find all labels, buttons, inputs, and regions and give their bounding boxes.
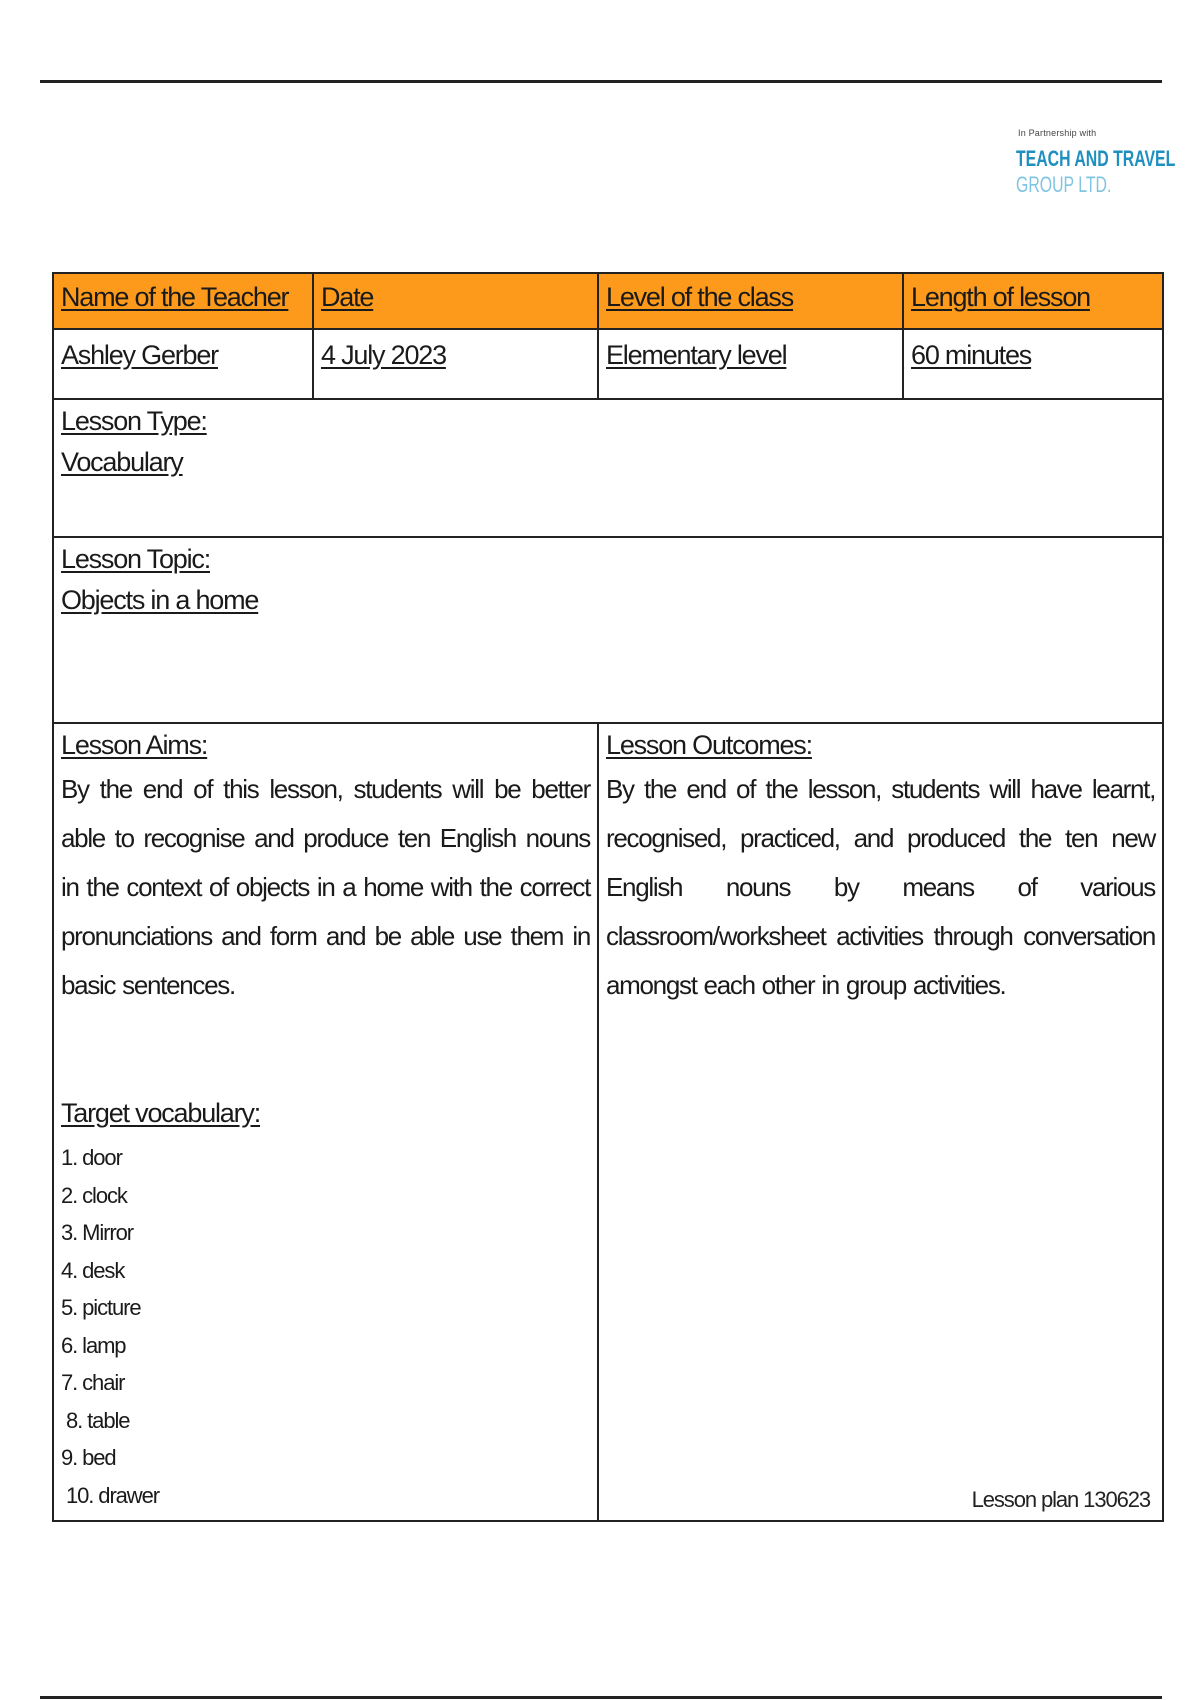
value-text: 4 July 2023 — [321, 340, 446, 370]
lesson-plan-table — [52, 272, 1164, 1522]
list-item: 8. table — [61, 1407, 130, 1433]
value-text: 60 minutes — [911, 340, 1032, 370]
target-vocabulary-label: Target vocabulary: — [61, 1098, 261, 1128]
lesson-topic-row — [53, 537, 1163, 723]
list-item: 5. picture — [61, 1295, 141, 1320]
header-teacher-name — [53, 273, 313, 329]
header-length — [903, 273, 1163, 329]
partner-logo — [1016, 128, 1176, 198]
logo-line-2: GROUP LTD. — [1016, 172, 1112, 197]
header-level — [598, 273, 903, 329]
lesson-type-value: Vocabulary — [61, 447, 183, 477]
header-date — [313, 273, 598, 329]
list-item: 4. desk — [61, 1257, 125, 1283]
lesson-type-row — [53, 399, 1163, 537]
list-item: 6. lamp — [61, 1332, 126, 1358]
list-item: 1. door — [61, 1145, 122, 1170]
lesson-aims-text: By the end of this lesson, students will be better able to recognise and produce ten English nouns in the context of objects in a home with the correct pronunciations and form and be able use them in basic sentences. — [61, 774, 590, 1000]
values-row — [53, 329, 1163, 399]
value-level — [598, 329, 903, 399]
lesson-type-cell — [53, 399, 1163, 537]
logo-line-1: TEACH AND TRAVEL — [1016, 146, 1176, 171]
target-vocabulary-list — [61, 1139, 590, 1514]
lesson-topic-cell — [53, 537, 1163, 723]
header-label: Date — [321, 282, 374, 312]
lesson-topic-label: Lesson Topic: — [61, 544, 211, 574]
list-item: 3. Mirror — [61, 1220, 133, 1245]
header-row — [53, 273, 1163, 329]
bottom-rule — [40, 1696, 1162, 1699]
list-item: 9. bed — [61, 1445, 116, 1470]
lesson-topic-value: Objects in a home — [61, 585, 259, 615]
value-text: Ashley Gerber — [61, 340, 218, 370]
lesson-outcomes-label: Lesson Outcomes: — [606, 730, 812, 760]
header-label: Name of the Teacher — [61, 282, 289, 312]
lesson-outcomes-cell — [598, 723, 1163, 1521]
list-item: 10. drawer — [61, 1482, 159, 1508]
logo-partner-text: In Partnership with — [1018, 128, 1097, 138]
list-item: 2. clock — [61, 1182, 127, 1208]
value-length — [903, 329, 1163, 399]
lesson-aims-cell — [53, 723, 598, 1521]
lesson-type-label: Lesson Type: — [61, 406, 207, 436]
aims-outcomes-row — [53, 723, 1163, 1521]
header-label: Length of lesson — [911, 282, 1090, 312]
value-text: Elementary level — [606, 340, 787, 370]
value-teacher-name — [53, 329, 313, 399]
lesson-outcomes-text: By the end of the lesson, students will have learnt, recognised, practiced, and produced the ten new English nouns by means of various classroom/worksheet activities through conversation amongst each other in group activities. — [606, 774, 1155, 1000]
top-rule — [40, 80, 1162, 83]
lesson-plan-reference: Lesson plan 130623 — [971, 1487, 1150, 1512]
list-item: 7. chair — [61, 1370, 125, 1395]
header-label: Level of the class — [606, 282, 794, 312]
lesson-aims-label: Lesson Aims: — [61, 730, 208, 760]
value-date — [313, 329, 598, 399]
